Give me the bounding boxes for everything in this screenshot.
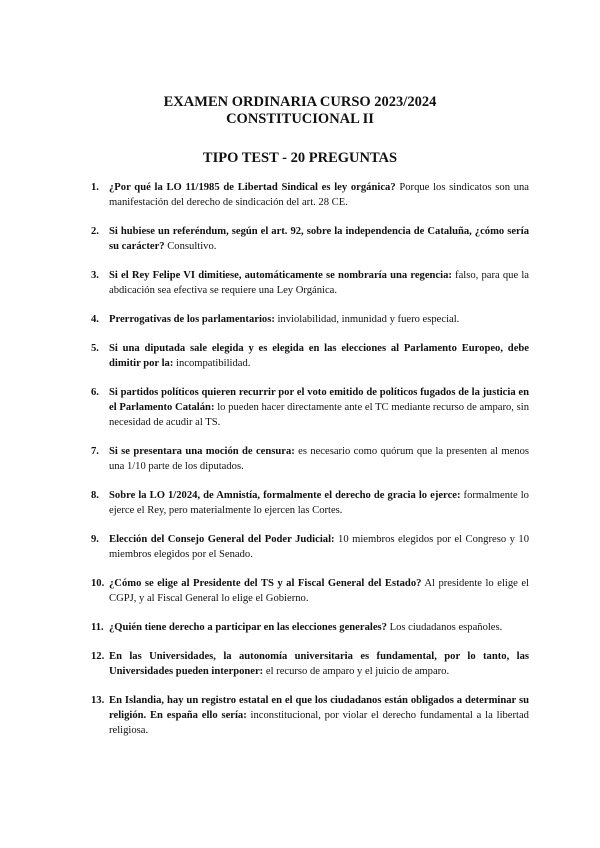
answer-text: Porque los sindicatos son una manifestación del derecho de sindicación del art. 28 CE. xyxy=(109,182,530,208)
question-text: ¿Cómo se elige al Presidente del TS y al Fiscal General del Estado? xyxy=(109,578,422,589)
answer-text: falso, para que la abdicación sea efectiva se requiere una Ley Orgánica. xyxy=(109,270,529,296)
question-text: Si el Rey Felipe VI dimitiese, automáticamente se nombraría una regencia: xyxy=(109,270,452,281)
answer-text: inviolabilidad, inmunidad y fuero especial. xyxy=(274,314,460,325)
question-item xyxy=(92,576,529,606)
answer-text: lo pueden hacer directamente ante el TC mediante recurso de amparo, sin necesidad de acudir al TS. xyxy=(109,402,530,428)
question-item xyxy=(92,649,529,679)
answer-text: Los ciudadanos españoles. xyxy=(386,622,503,633)
question-item xyxy=(92,224,529,254)
question-item xyxy=(92,444,529,474)
question-number: 8. xyxy=(91,490,99,501)
question-number: 13. xyxy=(91,695,105,706)
exam-header xyxy=(0,94,600,128)
question-number: 5. xyxy=(91,343,99,354)
question-item xyxy=(92,341,529,371)
question-text: En las Universidades, la autonomía universitaria es fundamental, por lo tanto, las Universidades pueden interponer: xyxy=(109,651,529,677)
question-item xyxy=(92,532,529,562)
question-text: En Islandia, hay un registro estatal en el que los ciudadanos están obligados a determinar su religión. En españa ello sería: xyxy=(109,695,529,721)
question-item xyxy=(92,488,529,518)
question-number: 10. xyxy=(91,578,105,589)
question-text: Si hubiese un referéndum, según el art. 92, sobre la independencia de Cataluña, ¿cómo sería su carácter? xyxy=(109,226,529,252)
question-number: 7. xyxy=(91,446,99,457)
question-text: Si una diputada sale elegida y es elegida en las elecciones al Parlamento Europeo, debe dimitir por la: xyxy=(109,343,529,369)
question-number: 12. xyxy=(91,651,105,662)
question-item xyxy=(92,620,529,635)
question-text: Si partidos políticos quieren recurrir por el voto emitido de políticos fugados de la justicia en el Parlamento Catalán: xyxy=(109,387,529,413)
question-number: 9. xyxy=(91,534,99,545)
exam-subtitle: TIPO TEST - 20 PREGUNTAS xyxy=(202,150,398,166)
question-text: Sobre la LO 1/2024, de Amnistía, formalmente el derecho de gracia lo ejerce: xyxy=(109,490,461,501)
question-text: ¿Por qué la LO 11/1985 de Libertad Sindical es ley orgánica? xyxy=(109,182,396,193)
question-number: 1. xyxy=(91,182,99,193)
question-text: Si se presentara una moción de censura: xyxy=(109,446,295,457)
question-list xyxy=(92,180,529,752)
answer-text: incompatibilidad. xyxy=(173,358,251,369)
answer-text: Consultivo. xyxy=(164,241,217,252)
answer-text: 10 miembros elegidos por el Congreso y 10 miembros elegidos por el Senado. xyxy=(109,534,529,560)
question-number: 11. xyxy=(91,622,104,633)
question-item xyxy=(92,312,529,327)
exam-title: EXAMEN ORDINARIA CURSO 2023/2024 xyxy=(163,94,437,110)
question-number: 2. xyxy=(91,226,99,237)
question-item xyxy=(92,268,529,298)
answer-text: es necesario como quórum que la presenten al menos una 1/10 parte de los diputados. xyxy=(109,446,530,472)
question-number: 3. xyxy=(91,270,99,281)
course-name: CONSTITUCIONAL II xyxy=(226,111,374,127)
question-text: ¿Quién tiene derecho a participar en las elecciones generales? xyxy=(109,622,387,633)
question-number: 6. xyxy=(91,387,99,398)
question-item xyxy=(92,180,529,210)
question-item xyxy=(92,385,529,430)
answer-text: formalmente lo ejerce el Rey, pero materialmente lo ejercen las Cortes. xyxy=(109,490,529,516)
question-text: Prerrogativas de los parlamentarios: xyxy=(109,314,275,325)
question-text: Elección del Consejo General del Poder Judicial: xyxy=(109,534,335,545)
answer-text: el recurso de amparo y el juicio de amparo. xyxy=(263,666,450,677)
answer-text: Al presidente lo elige el CGPJ, y al Fiscal General lo elige el Gobierno. xyxy=(109,578,529,604)
question-item xyxy=(92,693,529,738)
question-number: 4. xyxy=(91,314,99,325)
answer-text: inconstitucional, por violar el derecho fundamental a la libertad religiosa. xyxy=(109,710,529,736)
